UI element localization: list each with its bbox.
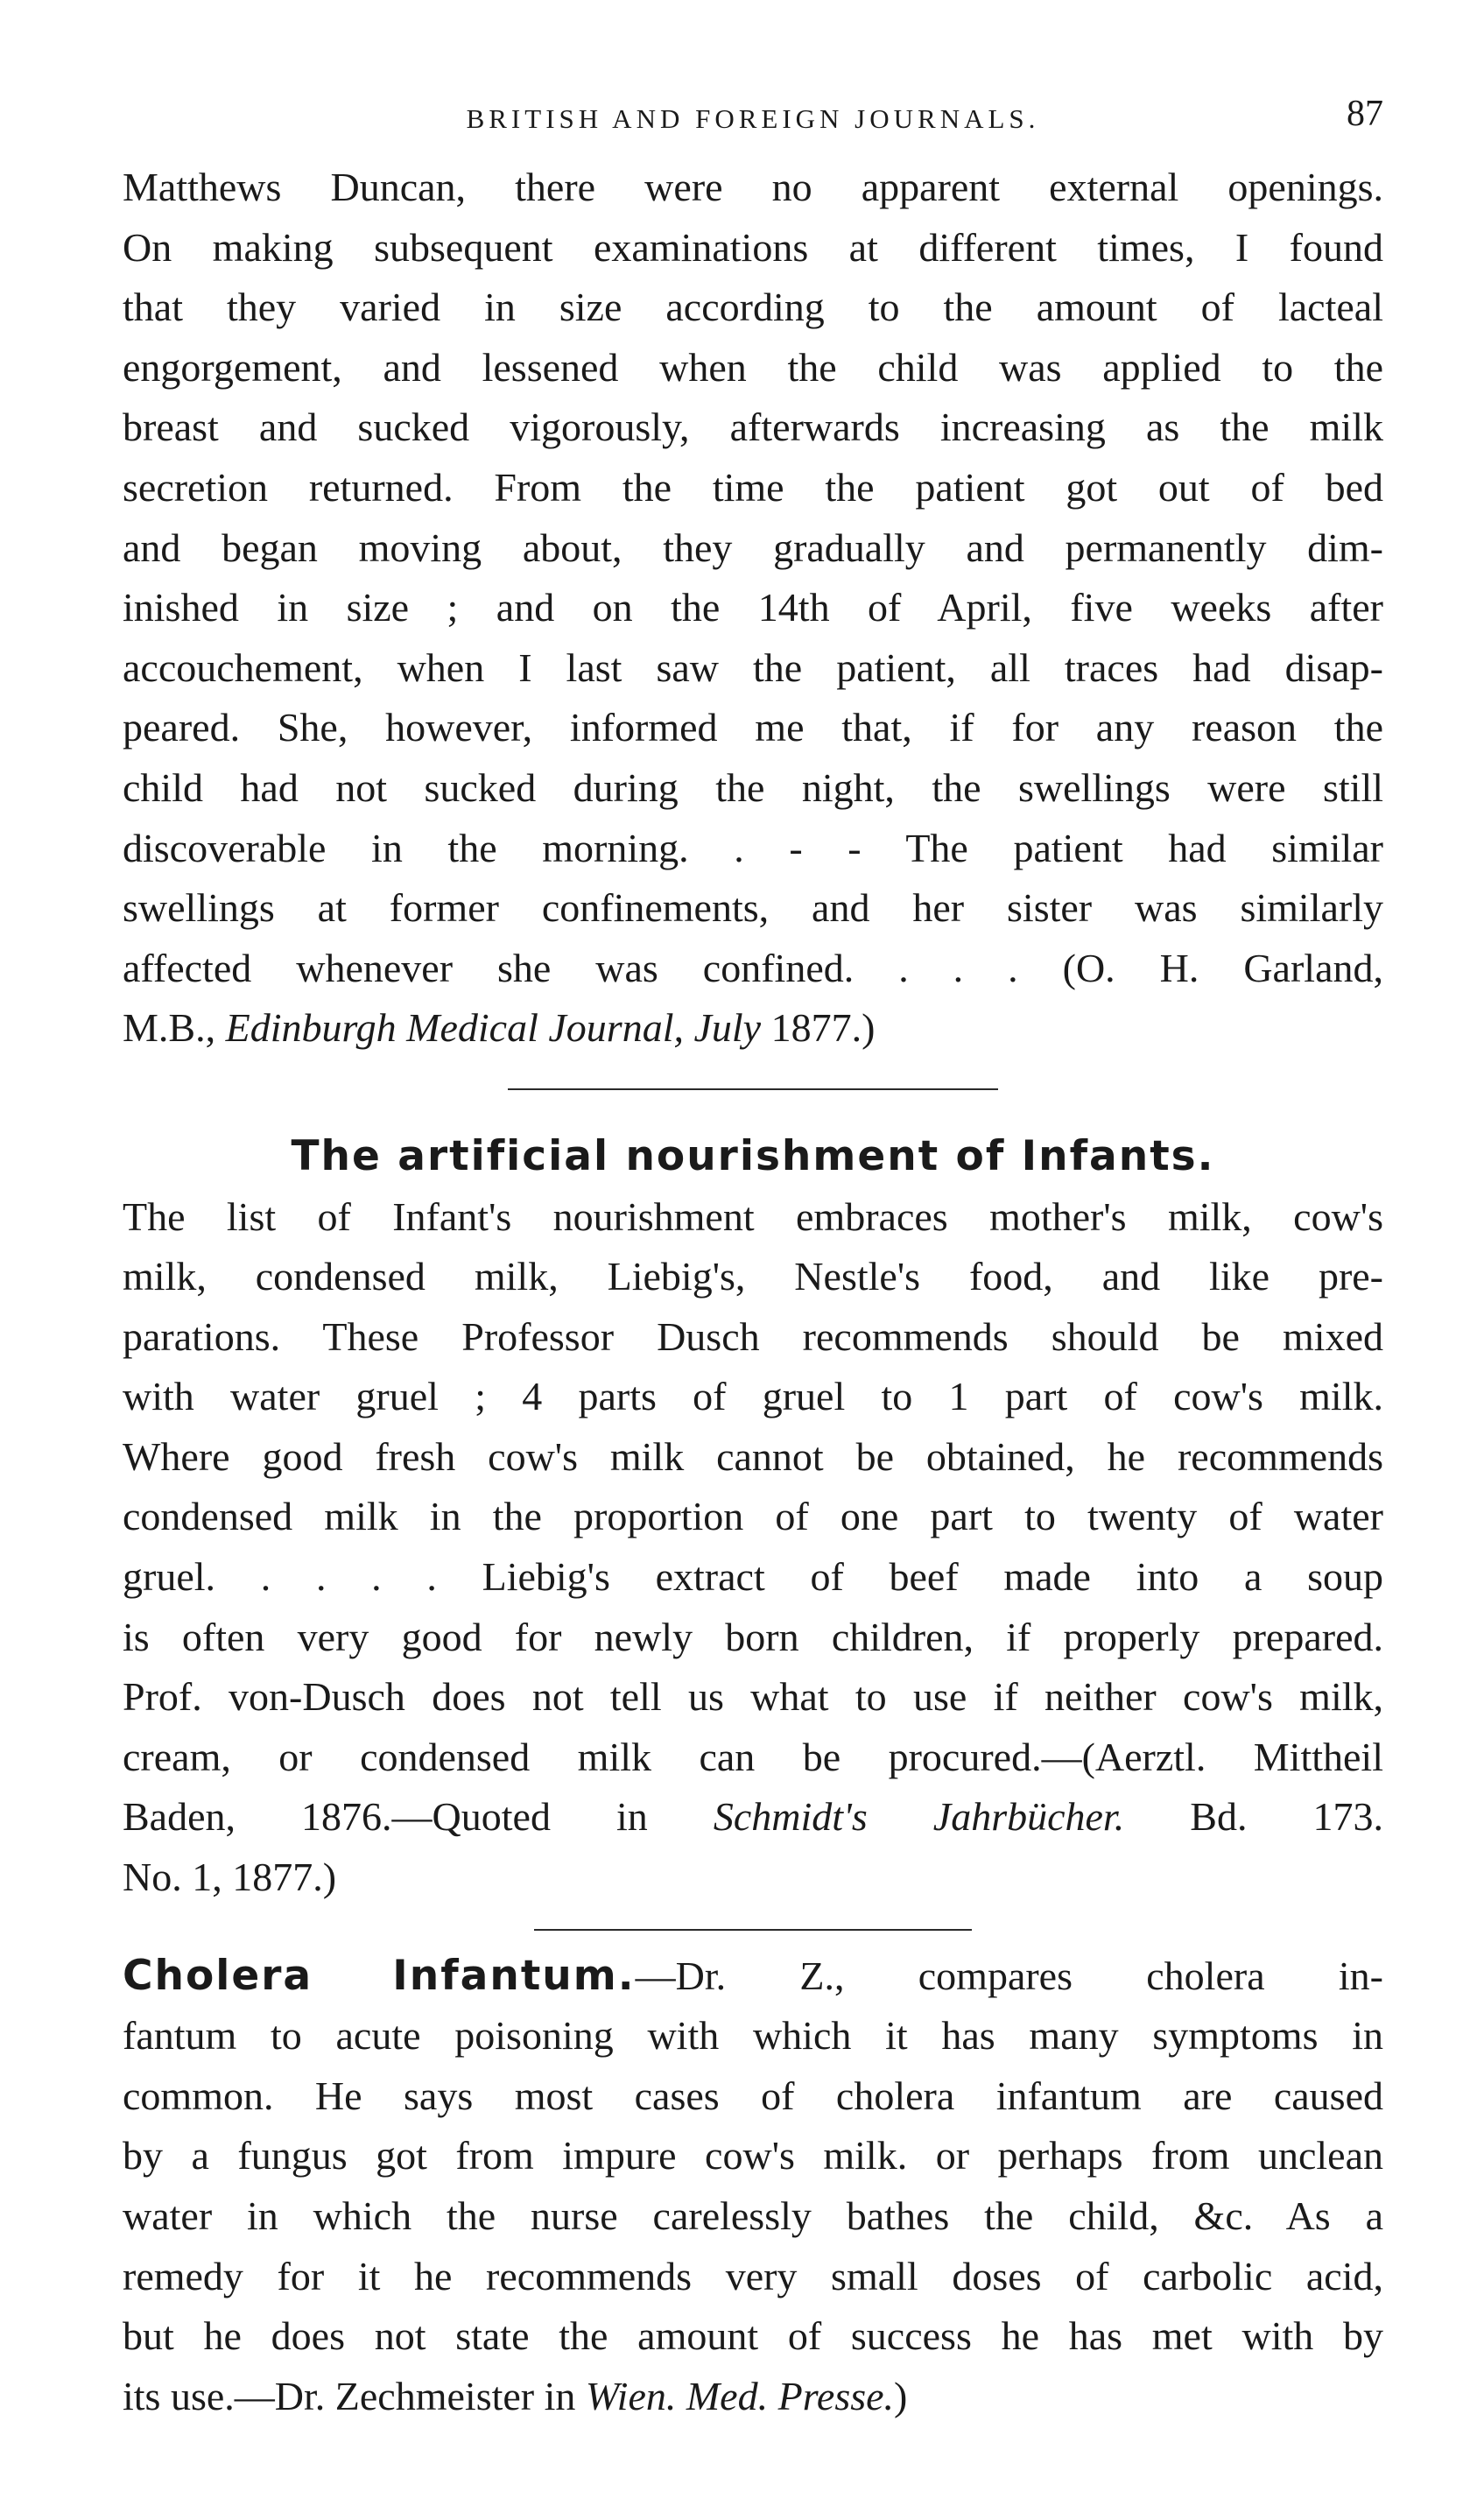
text-line: peared. She, however, informed me that, if for any reason the <box>123 705 1383 750</box>
running-title: BRITISH AND FOREIGN JOURNALS. <box>466 103 1040 134</box>
citation-prefix: its use.—Dr. Zechmeister in <box>123 2373 586 2418</box>
citation-journal: Edinburgh Medical Journal, July <box>225 1005 762 1051</box>
text-line: Matthews Duncan, there were no apparent external openings. <box>123 165 1383 209</box>
text-line: Prof. von-Dusch does not tell us what to use if neither cow's milk, <box>123 1674 1383 1720</box>
text-line: fantum to acute poisoning with which it has many symptoms in <box>123 2013 1383 2059</box>
text-line: milk, condensed milk, Liebig's, Nestle's food, and like pre- <box>123 1254 1383 1299</box>
text-line: gruel. . . . . Liebig's extract of beef made into a soup <box>123 1554 1383 1600</box>
text-line: water in which the nurse carelessly bathes the child, &c. As a <box>123 2193 1383 2238</box>
citation-line <box>123 1787 1383 1848</box>
text-line: common. He says most cases of cholera infantum are caused <box>123 2073 1383 2118</box>
citation-suffix: 1877.) <box>761 1005 876 1051</box>
text-line: The list of Infant's nourishment embraces mother's milk, cow's <box>123 1193 1383 1239</box>
citation-suffix: Bd. 173. <box>1124 1794 1383 1840</box>
section-cholera-infantum <box>123 1946 1383 2427</box>
text-line: child had not sucked during the night, the swellings were still <box>123 764 1383 810</box>
section-heading: Cholera Infantum. <box>123 1951 636 2000</box>
text-line: On making subsequent examinations at different times, I found <box>123 224 1383 270</box>
text-line: parations. These Professor Dusch recommends should be mixed <box>123 1313 1383 1359</box>
section-artificial-nourishment <box>123 1127 1383 1908</box>
text-line: secretion returned. From the time the patient got out of bed <box>123 464 1383 510</box>
text-line: cream, or condensed milk can be procured.—(Aerztl. Mittheil <box>123 1734 1383 1779</box>
citation-prefix: M.B., <box>123 1005 226 1051</box>
text-line: and began moving about, they gradually and permanently dim- <box>123 524 1383 570</box>
text-line: accouchement, when I last saw the patient, all traces had disap- <box>123 644 1383 690</box>
text-line: with water gruel ; 4 parts of gruel to 1 part of cow's milk. <box>123 1374 1383 1419</box>
text-line: discoverable in the morning. . - - The patient had similar <box>123 825 1383 870</box>
citation-line <box>123 998 1383 1059</box>
running-header <box>123 88 1383 158</box>
citation-prefix: Baden, 1876.—Quoted in <box>123 1794 714 1840</box>
text-line: engorgement, and lessened when the child was applied to the <box>123 344 1383 390</box>
text-line: but he does not state the amount of success he has met with by <box>123 2313 1383 2359</box>
text-line: remedy for it he recommends very small doses of carbolic acid, <box>123 2253 1383 2298</box>
text-line: by a fungus got from impure cow's milk. or perhaps from unclean <box>123 2133 1383 2179</box>
text-line: condensed milk in the proportion of one part to twenty of water <box>123 1494 1383 1539</box>
paragraph-garland <box>123 158 1383 1059</box>
text-line: affected whenever she was confined. . . . (O. H. Garland, <box>123 945 1383 990</box>
text-line: inished in size ; and on the 14th of April, five weeks after <box>123 585 1383 630</box>
citation-suffix: ) <box>894 2373 908 2418</box>
section-divider <box>534 1929 972 1931</box>
text-line: swellings at former confinements, and her sister was similarly <box>123 885 1383 931</box>
section-heading: The artificial nourishment of Infants. <box>291 1131 1215 1180</box>
section-divider <box>508 1088 998 1090</box>
citation-line <box>123 2367 1383 2427</box>
text-line: breast and sucked vigorously, afterwards increasing as the milk <box>123 405 1383 450</box>
text-line: is often very good for newly born children, if properly prepared. <box>123 1614 1383 1659</box>
text-line: that they varied in size according to the amount of lacteal <box>123 285 1383 330</box>
citation-journal: Wien. Med. Presse. <box>585 2373 895 2418</box>
text-line: Where good fresh cow's milk cannot be obtained, he recommends <box>123 1433 1383 1479</box>
section-lead-line <box>123 1946 1383 2007</box>
lead-text: —Dr. Z., compares cholera in- <box>635 1953 1383 1998</box>
text-line: No. 1, 1877.) <box>123 1855 337 1900</box>
page-number: 87 <box>1347 94 1383 134</box>
citation-journal: Schmidt's Jahrbücher. <box>713 1794 1125 1840</box>
journal-page <box>123 88 1383 2426</box>
